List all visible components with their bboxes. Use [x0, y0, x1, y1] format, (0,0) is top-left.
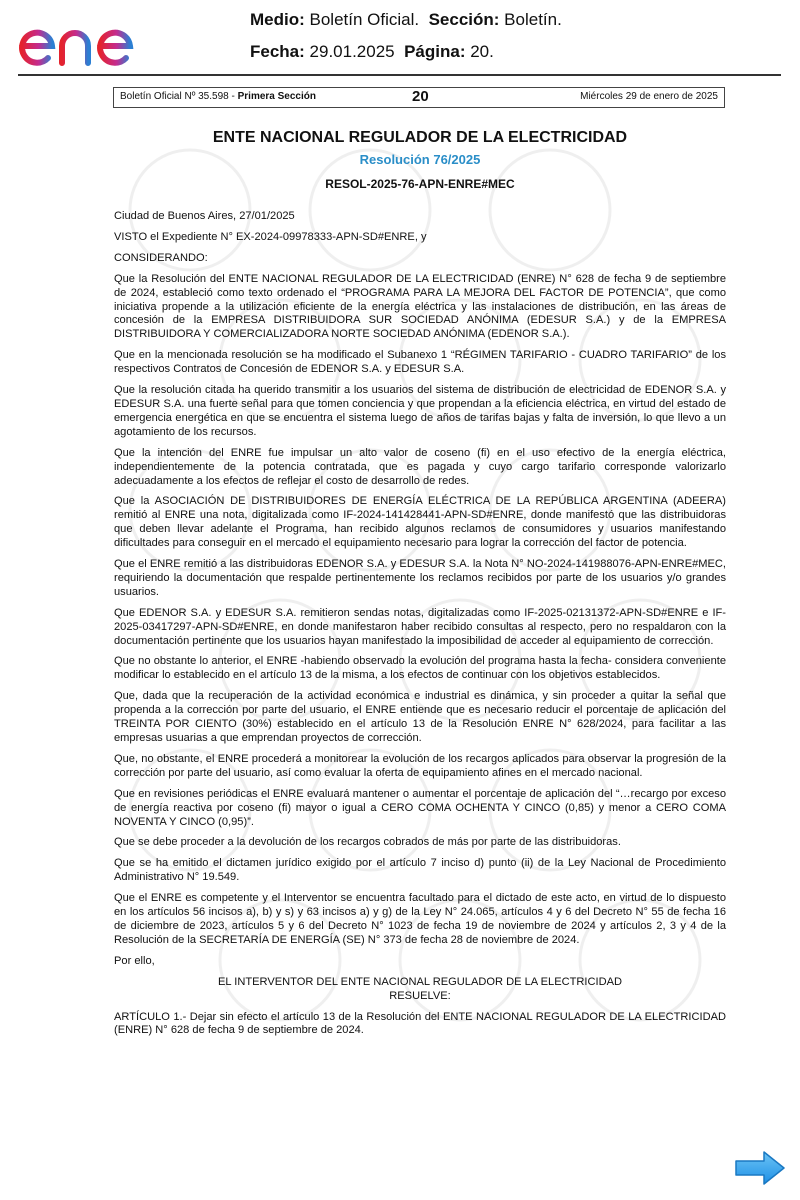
media-info [250, 10, 562, 30]
seccion-label: Sección: [428, 10, 500, 29]
document-body [114, 210, 726, 1045]
paragraph: VISTO el Expediente N° EX-2024-09978333-APN-SD#ENRE, y [114, 230, 427, 243]
paragraph: Que, no obstante, el ENRE procederá a monitorear la evolución de los recargos aplicados para observar la progresión de la corrección por parte del usuario, así como evaluar la oferta de equipamiento afines en el mercado nacional. [114, 752, 726, 779]
enel-logo [16, 8, 172, 72]
paragraph: Por ello, [114, 954, 155, 967]
paragraph: Que la ASOCIACIÓN DE DISTRIBUIDORES DE ENERGÍA ELÉCTRICA DE LA REPÚBLICA ARGENTINA (ADEERA) remitió al ENRE una nota, digitalizada como IF-2024-141428441-APN-SD#ENRE, donde manifestó que las distribuidoras que deben llevar adelante el Programa, han recibido algunos reclamos de consumidores y usuarios manifestando dificultades para conseguir en el mercado el equipamiento necesario para lograr la corrección del factor de potencia. [114, 495, 726, 550]
paragraph: Que el ENRE es competente y el Interventor se encuentra facultado para el dictado de este acto, en virtud de lo dispuesto en los artículos 56 incisos a), b) y s) y 63 incisos a) y g) de la Ley N° 24.065, artículos 4 y 6 del Decreto N° 55 de fecha 16 de diciembre de 2023, artículos 5 y 6 del Decreto N° 1023 de fecha 19 de noviembre de 2024 y artículos 2, 3 y 4 de la Resolución de la SECRETARÍA DE ENERGÍA (SE) N° 373 de fecha 28 de noviembre de 2024. [114, 892, 726, 946]
paragraph: Que no obstante lo anterior, el ENRE -habiendo observado la evolución del programa hasta la fecha- considera conveniente modificar lo establecido en el artículo 13 de la misma, a los efectos de continuar con los objetivos establecidos. [114, 655, 726, 682]
paragraph: Que EDENOR S.A. y EDESUR S.A. remitieron sendas notas, digitalizadas como IF-2025-02131372-APN-SD#ENRE e IF-2025-03417297-APN-SD#ENRE, en donde manifestaron haber recibido consultas al respecto, pero no respaldaron con la documentación pertinente que los usuarios hayan manifestado la imposibilidad de acceder al equipamiento de corrección. [114, 606, 726, 647]
pagina-value: 20. [470, 42, 494, 61]
bulletin-page-number: 20 [412, 88, 429, 105]
paragraph: Que la Resolución del ENTE NACIONAL REGULADOR DE LA ELECTRICIDAD (ENRE) N° 628 de fecha 9 de septiembre de 2024, estableció como texto ordenado el “PROGRAMA PARA LA MEJORA DEL FACTOR DE POTENCIA”, que como iniciativa propende a la utilización eficiente de la energía eléctrica y las instalaciones de distribución, en las áreas de concesión de la EMPRESA DISTRIBUIDORA SUR SOCIEDAD ANÓNIMA (EDESUR S.A.) y de la EMPRESA DISTRIBUIDORA Y COMERCIALIZADORA NORTE SOCIEDAD ANÓNIMA (EDENOR S.A.). [114, 272, 726, 341]
paragraph: Que, dada que la recuperación de la actividad económica e industrial es dinámica, y sin proceder a quitar la señal que propenda a la corrección por parte del usuario, el ENRE entiende que es necesario reducir el porcentaje de aplicación del TREINTA POR CIENTO (30%) establecido en el artículo 13 de la Resolución ENRE N° 628/2024, para facilitar a las empresas usuarias a que emprendan proyectos de corrección. [114, 690, 726, 744]
resuelve-heading: RESUELVE: [389, 989, 451, 1002]
signatory-line: EL INTERVENTOR DEL ENTE NACIONAL REGULADOR DE LA ELECTRICIDAD [218, 975, 622, 988]
paragraph: Que en la mencionada resolución se ha modificado el Subanexo 1 “RÉGIMEN TARIFARIO - CUADRO TARIFARIO” de los respectivos Contratos de Concesión de EDENOR S.A. y EDESUR S.A. [114, 349, 726, 376]
seccion-value: Boletín. [504, 10, 562, 29]
entity-title: ENTE NACIONAL REGULADOR DE LA ELECTRICIDAD [212, 129, 628, 146]
bulletin-date: Miércoles 29 de enero de 2025 [580, 91, 718, 102]
article-1: ARTÍCULO 1.- Dejar sin efecto el artículo 13 de la Resolución del ENTE NACIONAL REGULADOR DE LA ELECTRICIDAD (ENRE) N° 628 de fecha 9 de septiembre de 2024. [114, 1010, 726, 1037]
resolution-title: Resolución 76/2025 [359, 152, 481, 167]
medio-label: Medio: [250, 10, 305, 29]
paragraph: Que la intención del ENRE fue impulsar un alto valor de coseno (fi) en el uso efectivo de la energía eléctrica, independientemente de la potencia contratada, que es pagada y cuyo cargo tarifario corresponde valorizarlo adecuadamente a los efectos de reflejar el costo de desarrollo de redes. [114, 446, 726, 487]
paragraph: Que se debe proceder a la devolución de los recargos cobrados de más por parte de las distribuidoras. [114, 836, 621, 849]
header-divider [18, 74, 781, 76]
medio-value: Boletín Oficial. [309, 10, 420, 29]
paragraph: CONSIDERANDO: [114, 251, 208, 264]
paragraph: Que la resolución citada ha querido transmitir a los usuarios del sistema de distribución de electricidad de EDENOR S.A. y EDESUR S.A. una fuerte señal para que tomen conciencia y que propendan a la eficiencia eléctrica, en virtud del estado de emergencia energética en que se encuentra el sistema luego de años de tarifas bajas y falta de inversión, lo que llevo a un agotamiento de los recursos. [114, 384, 726, 438]
paragraph: Que se ha emitido el dictamen jurídico exigido por el artículo 7 inciso d) punto (ii) de la Ley Nacional de Procedimiento Administrativo N° 19.549. [114, 857, 726, 884]
pagina-label: Página: [404, 42, 466, 61]
bulletin-issue: Boletín Oficial Nº 35.598 - Primera Sección [120, 91, 316, 102]
paragraph: Que en revisiones periódicas el ENRE evaluará mantener o aumentar el porcentaje de aplicación del “…recargo por exceso de energía reactiva por coseno (fi) mayor o igual a CERO COMA OCHENTA Y CINCO (0,85) y menor a CERO COMA NOVENTA Y CINCO (0,95)”. [114, 787, 726, 828]
fecha-value: 29.01.2025 [309, 42, 395, 61]
fecha-label: Fecha: [250, 42, 305, 61]
date-info [250, 42, 494, 62]
paragraph: Que el ENRE remitió a las distribuidoras EDENOR S.A. y EDESUR S.A. la Nota N° NO-2024-141988076-APN-ENRE#MEC, requiriendo la documentación que respalde pertinentemente los reclamos recibidos por parte de los usuarios y/o grandes usuarios. [114, 558, 726, 598]
resolution-code: RESOL-2025-76-APN-ENRE#MEC [325, 177, 515, 191]
bulletin-header [113, 87, 725, 108]
arrow-right-icon[interactable] [734, 1150, 786, 1186]
paragraph: Ciudad de Buenos Aires, 27/01/2025 [114, 210, 295, 222]
